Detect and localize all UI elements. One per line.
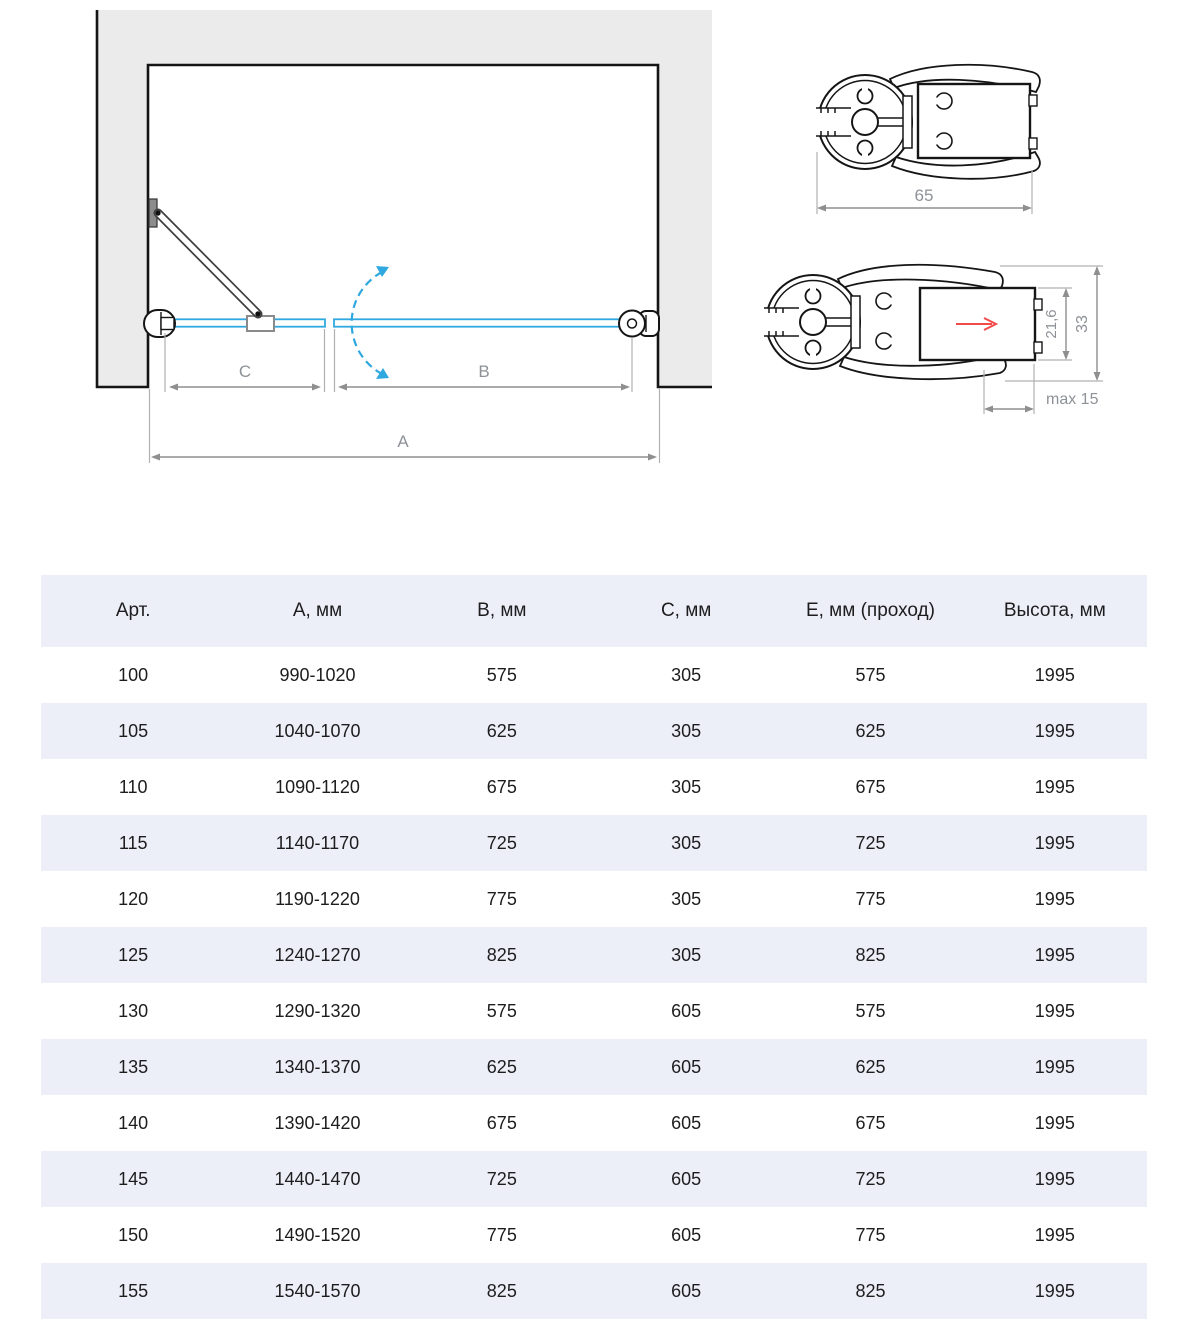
- cell-e: 625: [778, 703, 962, 759]
- cell-e: 575: [778, 647, 962, 703]
- table-row: [41, 703, 1147, 759]
- cell-height: 1995: [963, 1151, 1147, 1207]
- cell-e: 725: [778, 815, 962, 871]
- technical-drawing: [0, 0, 1187, 560]
- cell-e: 775: [778, 1207, 962, 1263]
- cell-c: 305: [594, 871, 778, 927]
- right-wall-profile: [619, 311, 659, 337]
- table-body: [41, 647, 1147, 1319]
- cell-a: 1340-1370: [225, 1039, 409, 1095]
- cell-c: 605: [594, 1039, 778, 1095]
- cell-art: 115: [41, 815, 225, 871]
- cell-height: 1995: [963, 1039, 1147, 1095]
- cell-a: 1540-1570: [225, 1263, 409, 1319]
- cell-e: 625: [778, 1039, 962, 1095]
- dimension-c: [169, 362, 321, 391]
- cell-c: 305: [594, 759, 778, 815]
- dimension-label-65: 65: [914, 186, 934, 205]
- cell-a: 1490-1520: [225, 1207, 409, 1263]
- cell-height: 1995: [963, 983, 1147, 1039]
- cell-c: 605: [594, 983, 778, 1039]
- drawing-svg: [0, 0, 1187, 560]
- cell-height: 1995: [963, 815, 1147, 871]
- profile-cross-section-top: [814, 65, 1040, 214]
- profile-cross-section-side: [762, 265, 1103, 414]
- cell-c: 605: [594, 1263, 778, 1319]
- column-header-a: А, мм: [225, 575, 409, 647]
- table-header: [41, 575, 1147, 647]
- cell-c: 605: [594, 1151, 778, 1207]
- cell-art: 125: [41, 927, 225, 983]
- column-header-c: С, мм: [594, 575, 778, 647]
- cell-c: 305: [594, 927, 778, 983]
- cell-b: 775: [410, 871, 594, 927]
- cell-art: 110: [41, 759, 225, 815]
- cell-height: 1995: [963, 1207, 1147, 1263]
- cell-a: 1090-1120: [225, 759, 409, 815]
- cell-b: 675: [410, 1095, 594, 1151]
- cell-b: 575: [410, 983, 594, 1039]
- table-row: [41, 983, 1147, 1039]
- cell-b: 625: [410, 1039, 594, 1095]
- table-row: [41, 1151, 1147, 1207]
- cell-c: 605: [594, 1095, 778, 1151]
- cell-c: 305: [594, 703, 778, 759]
- column-header-art: Арт.: [41, 575, 225, 647]
- cell-height: 1995: [963, 703, 1147, 759]
- cell-c: 605: [594, 1207, 778, 1263]
- cell-e: 775: [778, 871, 962, 927]
- cell-height: 1995: [963, 759, 1147, 815]
- table-row: [41, 647, 1147, 703]
- table-row: [41, 1095, 1147, 1151]
- cell-b: 825: [410, 1263, 594, 1319]
- table-row: [41, 927, 1147, 983]
- table-row: [41, 871, 1147, 927]
- cell-height: 1995: [963, 1095, 1147, 1151]
- dimension-label-33: 33: [1074, 315, 1091, 333]
- cell-b: 725: [410, 815, 594, 871]
- cell-art: 140: [41, 1095, 225, 1151]
- cell-b: 775: [410, 1207, 594, 1263]
- cell-a: 1190-1220: [225, 871, 409, 927]
- table-row: [41, 759, 1147, 815]
- swing-arrow-bottom-icon: [376, 368, 389, 379]
- dimension-label-b: B: [478, 362, 490, 381]
- cell-c: 305: [594, 815, 778, 871]
- cell-c: 305: [594, 647, 778, 703]
- cell-a: 1140-1170: [225, 815, 409, 871]
- glass-door-panel: [334, 319, 620, 326]
- cell-art: 135: [41, 1039, 225, 1095]
- cell-b: 625: [410, 703, 594, 759]
- cell-art: 150: [41, 1207, 225, 1263]
- cell-art: 130: [41, 983, 225, 1039]
- cell-a: 990-1020: [225, 647, 409, 703]
- column-header-height: Высота, мм: [963, 575, 1147, 647]
- cell-art: 120: [41, 871, 225, 927]
- cell-height: 1995: [963, 647, 1147, 703]
- column-header-e: Е, мм (проход): [778, 575, 962, 647]
- cell-b: 675: [410, 759, 594, 815]
- dimension-21-6: [1038, 288, 1072, 360]
- table-row: [41, 1039, 1147, 1095]
- wall-shape: [97, 10, 712, 387]
- cell-art: 155: [41, 1263, 225, 1319]
- cell-b: 825: [410, 927, 594, 983]
- specification-table: [41, 575, 1147, 1319]
- cell-a: 1040-1070: [225, 703, 409, 759]
- cell-art: 100: [41, 647, 225, 703]
- dimension-label-max-15: max 15: [1046, 391, 1099, 408]
- glass-fixed-panel: [161, 319, 325, 326]
- table-row: [41, 1263, 1147, 1319]
- dimension-label-a: A: [397, 432, 409, 451]
- cell-b: 575: [410, 647, 594, 703]
- cell-e: 675: [778, 759, 962, 815]
- table-row: [41, 815, 1147, 871]
- cell-e: 575: [778, 983, 962, 1039]
- cell-b: 725: [410, 1151, 594, 1207]
- left-wall-profile: [144, 310, 175, 337]
- cell-art: 105: [41, 703, 225, 759]
- installation-plan-view: [97, 10, 712, 463]
- dimension-label-c: C: [238, 362, 252, 381]
- cell-a: 1240-1270: [225, 927, 409, 983]
- cell-e: 825: [778, 927, 962, 983]
- dimension-a: [151, 432, 657, 461]
- cell-height: 1995: [963, 871, 1147, 927]
- glass-bracket: [247, 316, 274, 331]
- dimension-label-21-6: 21,6: [1043, 309, 1060, 339]
- table-row: [41, 1207, 1147, 1263]
- column-header-b: В, мм: [410, 575, 594, 647]
- cell-art: 145: [41, 1151, 225, 1207]
- cell-height: 1995: [963, 927, 1147, 983]
- cell-a: 1390-1420: [225, 1095, 409, 1151]
- table-header-row: [41, 575, 1147, 647]
- cell-e: 675: [778, 1095, 962, 1151]
- cell-e: 825: [778, 1263, 962, 1319]
- cell-a: 1290-1320: [225, 983, 409, 1039]
- cell-height: 1995: [963, 1263, 1147, 1319]
- wall-outline: [97, 10, 712, 387]
- cell-a: 1440-1470: [225, 1151, 409, 1207]
- cell-e: 725: [778, 1151, 962, 1207]
